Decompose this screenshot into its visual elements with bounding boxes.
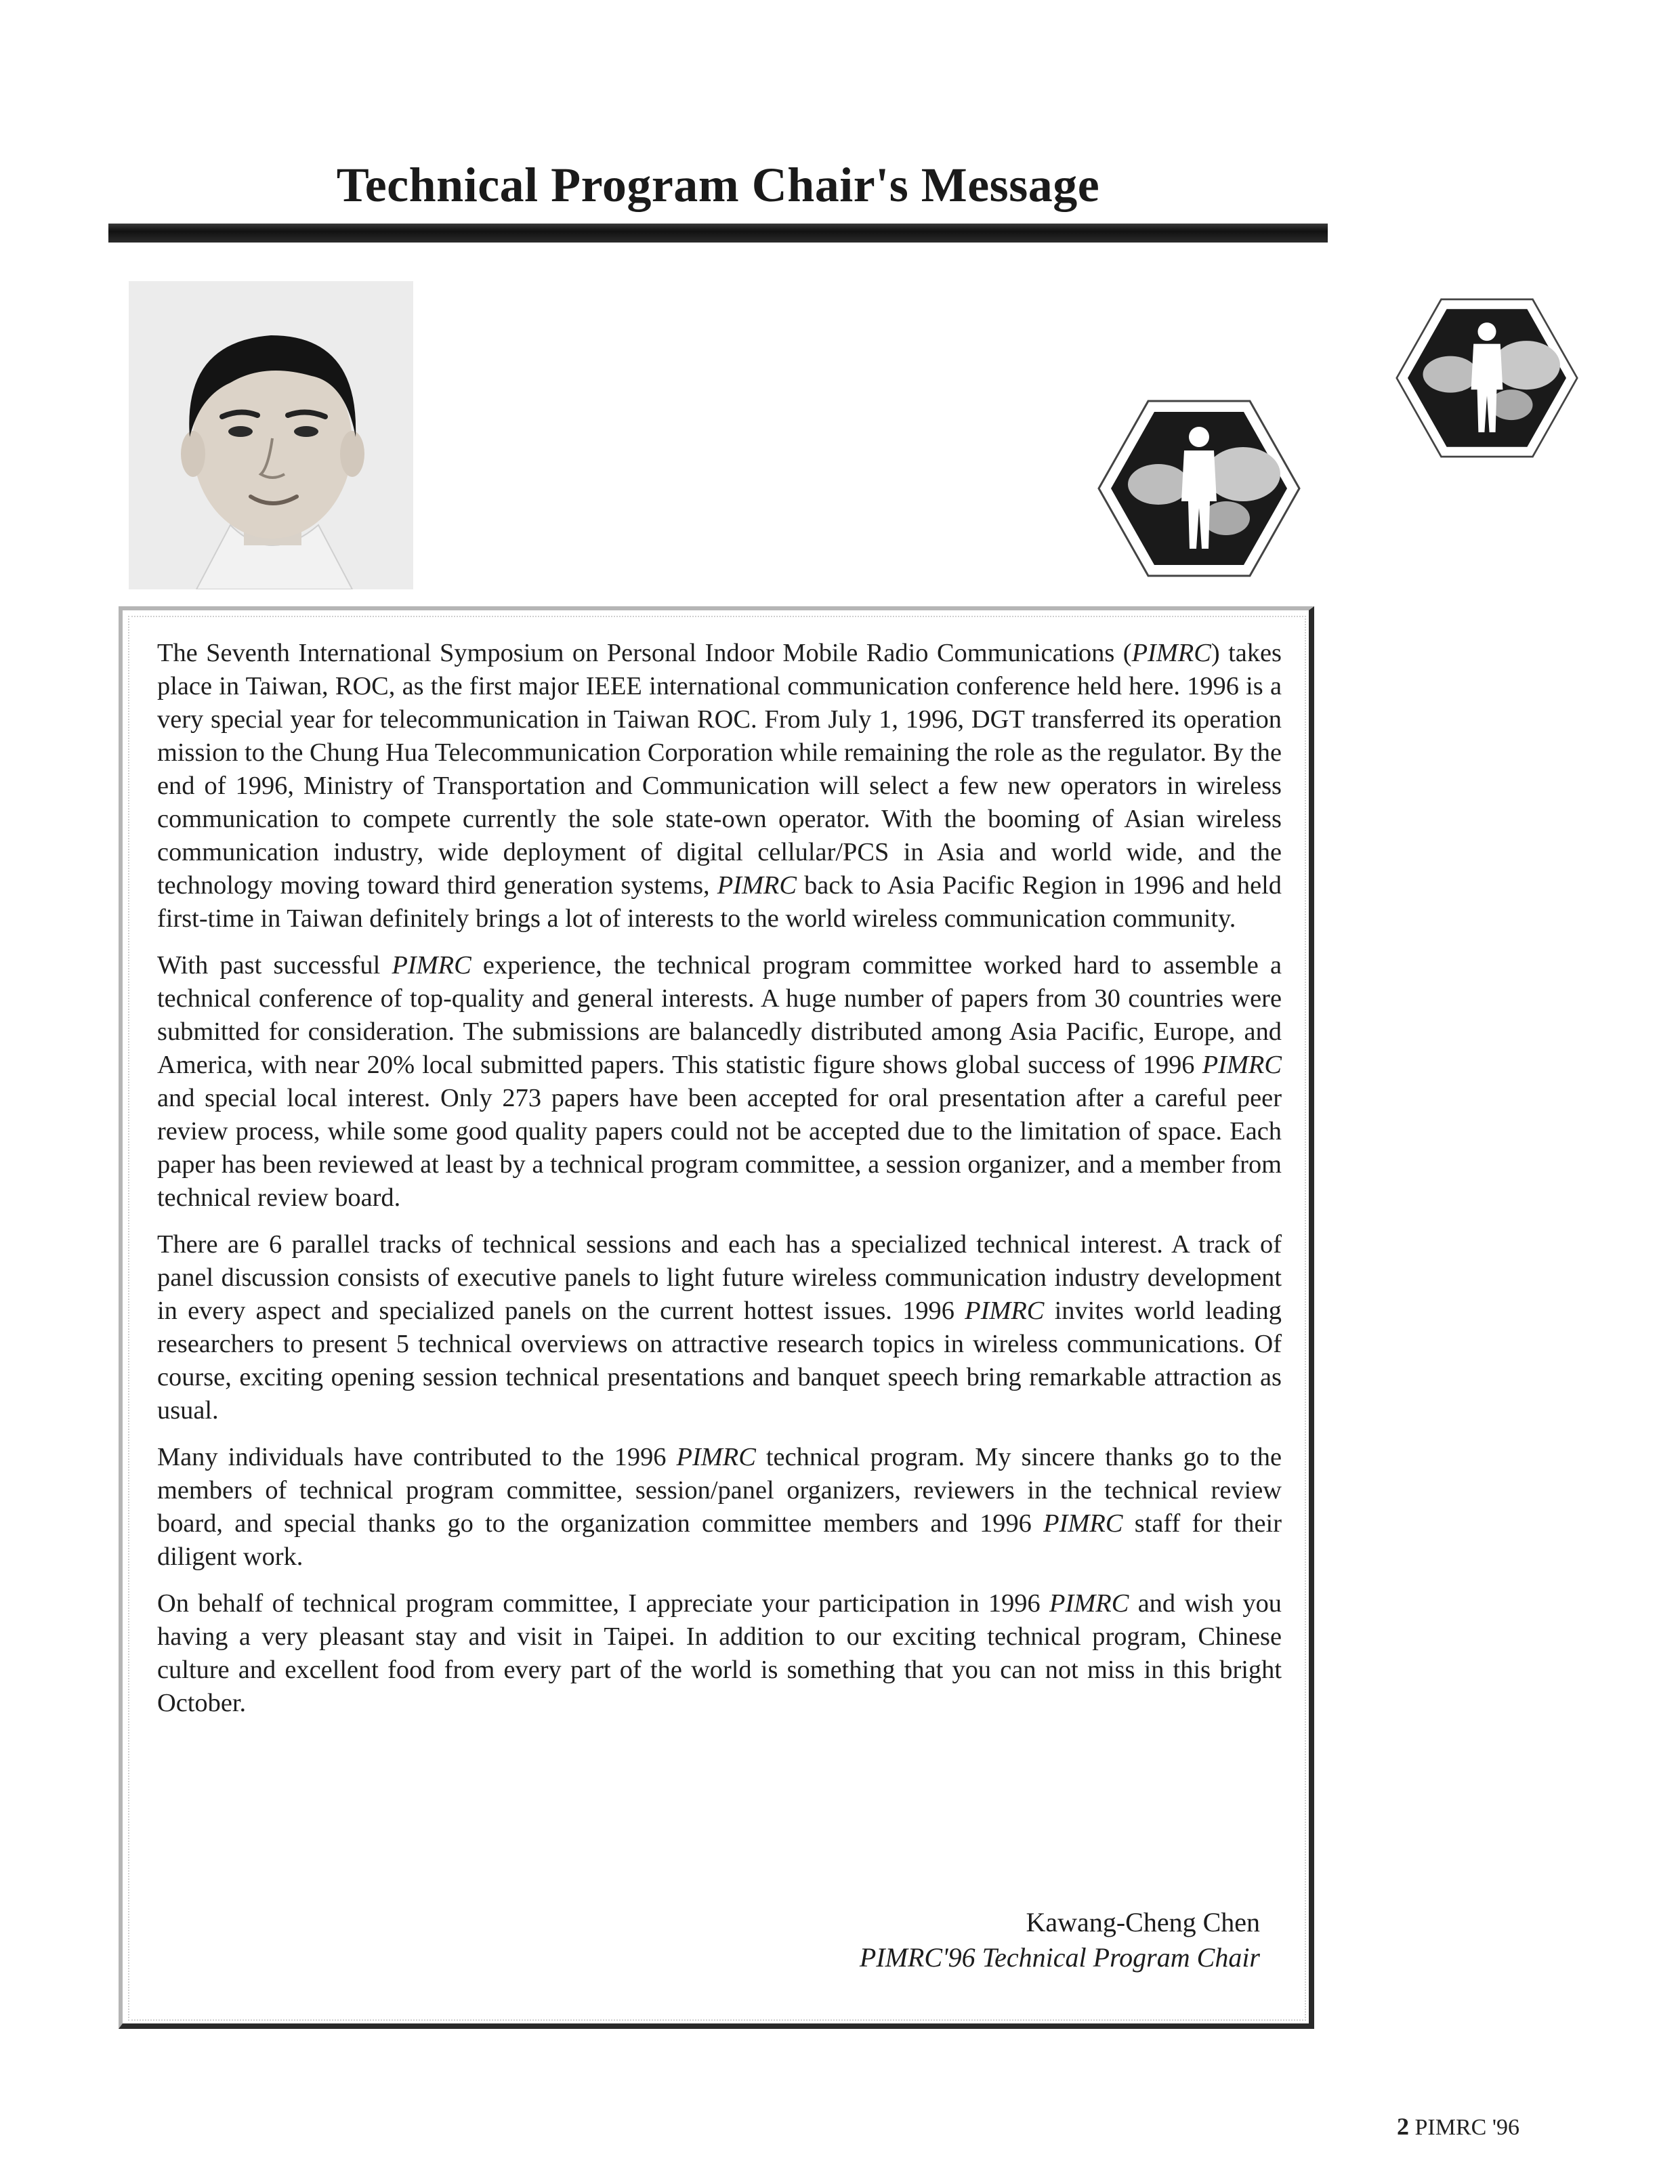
signature-block	[860, 1905, 1260, 1975]
message-paragraph-1: The Seventh International Symposium on Personal Indoor Mobile Radio Communications (PIMRC) takes place in Taiwan, ROC, as the first major IEEE international communication conference held here. 1996 is a very special year for telecommunication in Taiwan ROC. From July 1, 1996, DGT transferred its operation mission to the Chung Hua Telecommunication Corporation while remaining the role as the regulator. By the end of 1996, Ministry of Transportation and Communication will select a few new operators in wireless communication to compete currently the sole state-own operator. With the booming of Asian wireless communication industry, wide deployment of digital cellular/PCS in Asia and world wide, and the technology moving toward third generation systems, PIMRC back to Asia Pacific Region in 1996 and held first-time in Taiwan definitely brings a lot of interests to the world wireless communication community.	[157, 639, 1282, 933]
pimrc-logo-graphic	[1395, 298, 1578, 458]
message-paragraph-3: There are 6 parallel tracks of technical sessions and each has a specialized technical interest. A track of panel discussion consists of executive panels to light future wireless communication industry development in every aspect and specialized panels on the current hottest issues. 1996 PIMRC invites world leading researchers to present 5 technical overviews on attractive research topics in wireless communications. Of course, exciting opening session technical presentations and banquet speech bring remarkable attraction as usual.	[157, 1230, 1282, 1425]
title-rule	[108, 224, 1328, 243]
page-footer	[1397, 2112, 1519, 2141]
page-title: Technical Program Chair's Message	[336, 158, 1100, 212]
chair-portrait-photo	[129, 281, 413, 589]
message-paragraph-5: On behalf of technical program committee, I appreciate your participation in 1996 PIMRC and wish you having a very pleasant stay and visit in Taipei. In addition to our exciting technical program, Chinese culture and excellent food from every part of the world is something that you can not miss in this bright October.	[157, 1589, 1282, 1717]
pimrc-hexagon-logo	[1395, 298, 1578, 458]
message-paragraph-4: Many individuals have contributed to the 1996 PIMRC technical program. My sincere thanks go to the members of technical program committee, session/panel organizers, reviewers in the technical review board, and special thanks go to the organization committee members and 1996 PIMRC staff for their diligent work.	[157, 1443, 1282, 1571]
page-number: 2	[1397, 2113, 1409, 2140]
message-body	[157, 637, 1282, 1734]
pimrc-hexagon-logo	[1097, 400, 1301, 577]
signature-name: Kawang-Cheng Chen	[1026, 1907, 1260, 1937]
portrait-drawing	[129, 281, 413, 589]
publication-name: PIMRC '96	[1414, 2115, 1519, 2140]
pimrc-logo-graphic	[1097, 400, 1301, 577]
signature-role: PIMRC'96 Technical Program Chair	[859, 1942, 1260, 1973]
message-paragraph-2: With past successful PIMRC experience, the technical program committee worked hard to assemble a technical conference of top-quality and general interests. A huge number of papers from 30 countries were submitted for consideration. The submissions are balancedly distributed among Asia Pacific, Europe, and America, with near 20% local submitted papers. This statistic figure shows global success of 1996 PIMRC and special local interest. Only 273 papers have been accepted for oral presentation after a careful peer review process, while some good quality papers could not be accepted due to the limitation of space. Each paper has been reviewed at least by a technical program committee, a session organizer, and a member from technical review board.	[157, 951, 1282, 1212]
